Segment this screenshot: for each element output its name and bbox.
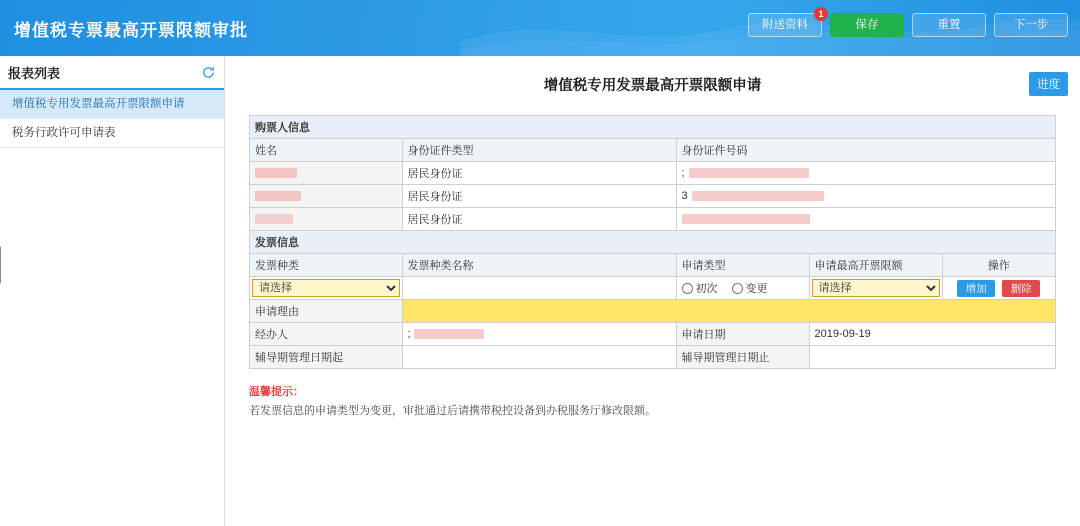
next-step-label: 下一步 [1013, 19, 1049, 31]
buyer-name-cell [250, 208, 402, 231]
guide-start-value [402, 346, 676, 369]
column-header-actions: 操作 [942, 254, 1055, 277]
redacted-value [692, 191, 824, 201]
content-area [225, 56, 1080, 526]
table-row [250, 277, 1055, 300]
guide-start-label: 辅导期管理日期起 [250, 346, 402, 369]
apply-date-value: 2019-09-19 [809, 323, 1055, 346]
apply-type-cell [676, 277, 809, 300]
apply-type-radio-first[interactable] [682, 283, 693, 294]
apply-type-label-first: 初次 [695, 283, 718, 295]
guide-end-label: 辅导期管理日期止 [676, 346, 809, 369]
buyer-doc-no-cell [676, 208, 1055, 231]
sidebar-item-label: 税务行政许可申请表 [12, 127, 116, 139]
table-row [250, 323, 1055, 346]
invoice-info-table [250, 231, 1055, 369]
tips-body: 若发票信息的申请类型为变更，审批通过后请携带税控设备到办税服务厅修改限额。 [249, 404, 656, 417]
invoice-kind-select[interactable] [252, 279, 400, 297]
table-row [250, 300, 1055, 323]
column-header-apply-type: 申请类型 [676, 254, 809, 277]
apply-type-label-change: 变更 [745, 283, 768, 295]
refresh-icon[interactable] [201, 65, 216, 80]
tips-title: 温馨提示： [249, 386, 304, 398]
redacted-value [255, 191, 301, 201]
buyer-section-header: 购票人信息 [250, 116, 1055, 139]
column-header-invoice-kind: 发票种类 [250, 254, 402, 277]
reason-label: 申请理由 [250, 300, 402, 323]
save-button[interactable] [830, 13, 904, 37]
attach-materials-label: 附送资料 [762, 19, 808, 31]
save-label: 保存 [855, 19, 879, 31]
sidebar-title: 报表列表 [8, 65, 61, 81]
sidebar-item-tax-admin-license-form[interactable] [0, 119, 224, 148]
buyer-doc-type-cell: 居民身份证 [402, 208, 676, 231]
next-step-button[interactable] [994, 13, 1068, 37]
column-header-invoice-kind-name: 发票种类名称 [402, 254, 676, 277]
apply-date-label: 申请日期 [676, 323, 809, 346]
table-section-header-row [250, 116, 1055, 139]
sidebar-drag-handle[interactable] [0, 246, 1, 284]
guide-end-value [809, 346, 1055, 369]
table-row [250, 346, 1055, 369]
page-title: 增值税专票最高开票限额审批 [14, 21, 248, 40]
redacted-value [255, 168, 297, 178]
column-header-max-limit: 申请最高开票限额 [809, 254, 942, 277]
buyer-doc-no-cell: ; [676, 162, 1055, 185]
buyer-doc-no-cell: 3 [676, 185, 1055, 208]
buyer-name-cell [250, 185, 402, 208]
redacted-value [414, 329, 484, 339]
sidebar-item-vat-limit-application[interactable] [0, 90, 224, 119]
redacted-value [255, 214, 293, 224]
buyer-info-table [250, 116, 1055, 231]
table-row [250, 162, 1055, 185]
app-body [0, 56, 1080, 526]
max-limit-select[interactable] [812, 279, 940, 297]
reset-label: 重置 [937, 19, 961, 31]
apply-type-radio-change[interactable] [732, 283, 743, 294]
attach-materials-button[interactable] [748, 9, 824, 37]
tips-block [249, 383, 1056, 420]
table-header-row [250, 254, 1055, 277]
invoice-kind-name-cell [402, 277, 676, 300]
add-row-button[interactable]: 增加 [957, 280, 995, 297]
invoice-section-header: 发票信息 [250, 231, 1055, 254]
reason-value-field[interactable] [402, 300, 1055, 323]
table-header-row [250, 139, 1055, 162]
column-header-doc-type: 身份证件类型 [402, 139, 676, 162]
buyer-name-cell [250, 162, 402, 185]
buyer-doc-type-cell: 居民身份证 [402, 162, 676, 185]
apply-type-option-first[interactable] [682, 280, 718, 296]
row-actions-cell [942, 277, 1055, 300]
form-tables [249, 115, 1056, 369]
app-header [0, 0, 1080, 56]
apply-type-radio-group[interactable] [682, 280, 804, 296]
form-title: 增值税专用发票最高开票限额申请 [543, 78, 762, 94]
delete-row-button[interactable]: 删除 [1002, 280, 1040, 297]
agent-value-cell: ; [402, 323, 676, 346]
table-row [250, 208, 1055, 231]
sidebar [0, 56, 225, 526]
apply-type-option-change[interactable] [732, 280, 768, 296]
column-header-doc-no: 身份证件号码 [676, 139, 1055, 162]
column-header-name: 姓名 [250, 139, 402, 162]
buyer-doc-type-cell: 居民身份证 [402, 185, 676, 208]
reset-button[interactable] [912, 13, 986, 37]
progress-button[interactable]: 进度 [1029, 72, 1068, 96]
redacted-value [689, 168, 809, 178]
invoice-kind-cell [250, 277, 402, 300]
sidebar-header [0, 56, 224, 90]
max-limit-cell [809, 277, 942, 300]
attach-materials-badge: 1 [814, 7, 828, 21]
agent-label: 经办人 [250, 323, 402, 346]
table-row [250, 185, 1055, 208]
sidebar-item-label: 增值税专用发票最高开票限额申请 [12, 98, 185, 110]
header-actions [748, 9, 1068, 37]
table-section-header-row [250, 231, 1055, 254]
redacted-value [682, 214, 810, 224]
